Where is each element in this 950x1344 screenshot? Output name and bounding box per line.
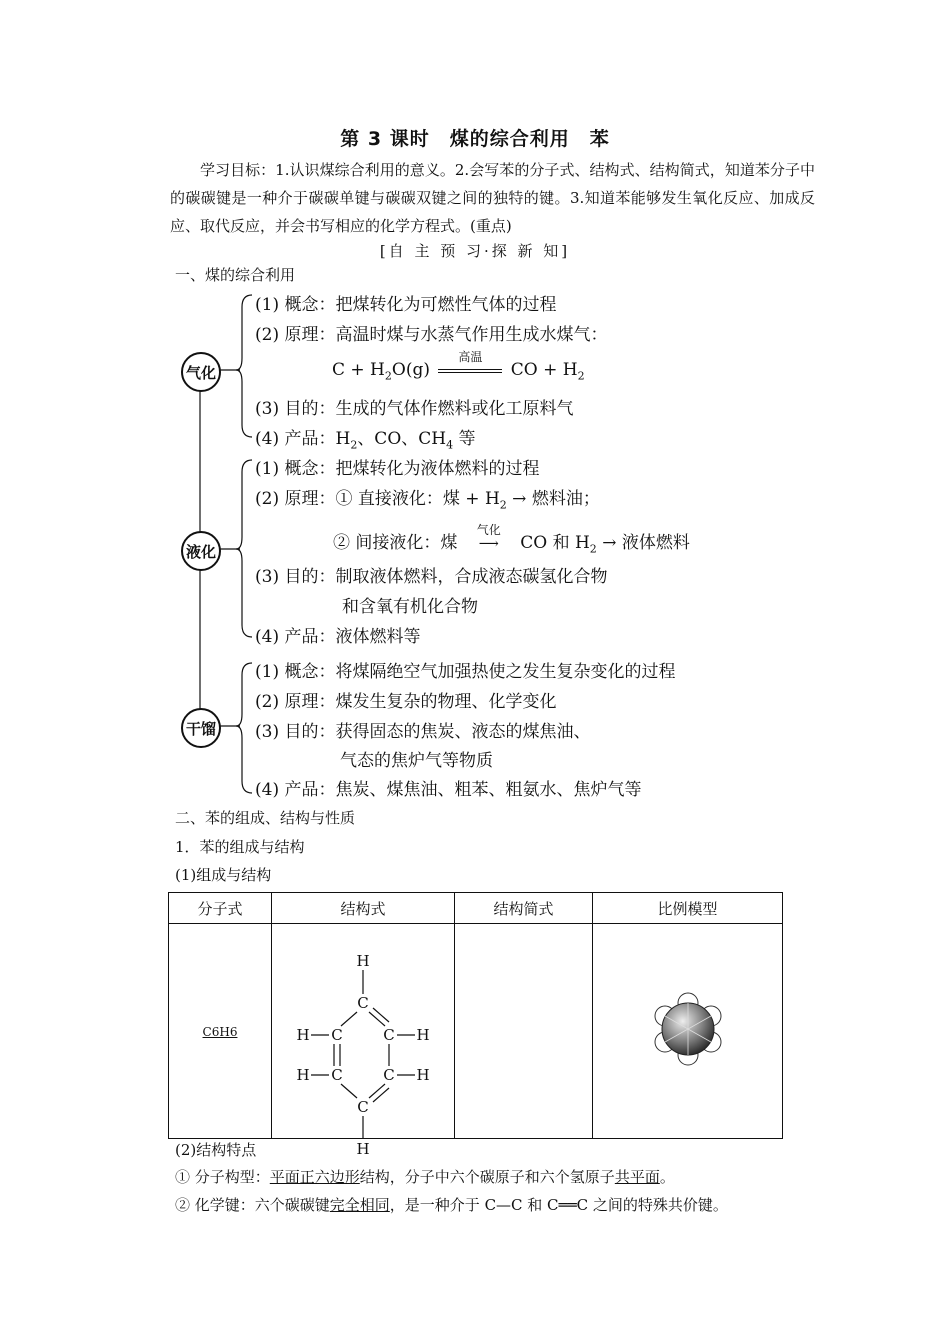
gasification-node: 气化 [181, 352, 221, 392]
gasification-purpose: (3) 目的：生成的气体作燃料或化工原料气 [255, 399, 574, 419]
molecular-formula: C6H6 [202, 1025, 238, 1039]
feature2-answer: 完全相同 [329, 1196, 390, 1214]
feature2-text: ，是一种介于 C—C 和 C══C 之间的特殊共价键。 [389, 1196, 728, 1214]
atom-h-right-bottom: H [416, 1066, 430, 1084]
indirect-condition: 气化 [476, 523, 501, 537]
feature1-text: 结构，分子中六个碳原子和六个氢原子 [359, 1168, 615, 1186]
indirect-liquefaction: ② 间接液化：煤 气化 ⟶ CO 和 $H_2$ → 液体燃料 [333, 523, 690, 556]
liquefaction-node: 液化 [181, 531, 221, 571]
part2-sub1b: (2)结构特点 [175, 1141, 257, 1159]
liquefaction-products: (4) 产品：液体燃料等 [255, 627, 421, 647]
section-banner: [自 主 预 习·探 新 知] [379, 242, 571, 260]
part2-heading: 二、苯的组成、结构与性质 [175, 809, 356, 827]
gasification-products: (4) 产品：$H_2$、CO、$CH_4$ 等 [255, 429, 476, 452]
gasification-equation: $C + H_2O(g)$ 高温 CO + $H_2$ [332, 350, 585, 383]
feature1-end: 。 [659, 1168, 675, 1186]
indirect-liquefaction-tail: → 液体燃料 [596, 533, 690, 553]
part2-sub1a: (1)组成与结构 [175, 866, 272, 884]
atom-c5: C [383, 1066, 395, 1084]
dry-distillation-node: 干馏 [181, 708, 221, 748]
atom-c1: C [357, 994, 369, 1012]
atom-h-top: H [356, 952, 370, 970]
liquefaction-purpose-1: (3) 目的：制取液体燃料，合成液态碳氢化合物 [255, 567, 608, 587]
atom-h-left-bottom: H [296, 1066, 310, 1084]
distillation-products: (4) 产品：焦炭、煤焦油、粗苯、粗氨水、焦炉气等 [255, 780, 642, 800]
liquefaction-principle: (2) 原理：① 直接液化：煤 + $H_2$ → 燃料油； [255, 489, 600, 512]
feature-chemical-bond [175, 1194, 728, 1215]
feature1-answer-2: 共平面 [614, 1168, 660, 1186]
structural-formula-cell [272, 924, 455, 1158]
liquefaction-principle-label: (2) 原理： [255, 489, 336, 509]
feature1-answer-1: 平面正六边形 [269, 1168, 360, 1186]
benzene-space-filling-model [648, 989, 728, 1069]
part2-sub1: 1．苯的组成与结构 [175, 838, 305, 856]
gasification-products-label: (4) 产品： [255, 429, 336, 449]
distillation-purpose-2: 气态的焦炉气等物质 [340, 751, 493, 771]
space-filling-model-cell [593, 924, 783, 1139]
atom-c6: C [383, 1026, 395, 1044]
distillation-principle: (2) 原理：煤发生复杂的物理、化学变化 [255, 692, 557, 712]
part1-heading: 一、煤的综合利用 [175, 266, 296, 284]
atom-h-bottom: H [356, 1140, 370, 1158]
molecular-formula-cell [169, 924, 272, 1139]
direct-liquefaction: ① 直接液化：煤 + H [335, 489, 500, 509]
learning-objectives: 学习目标：1.认识煤综合利用的意义。2.会写苯的分子式、结构式、结构简式，知道苯分子中的碳碳键是一种介于碳碳单键与碳碳双键之间的独特的键。3.知道苯能够发生氧化反应、加成反应、取代反应，并会书写相应的化学方程式。(重点) [170, 161, 815, 235]
feature1-label: ① 分子构型： [175, 1168, 270, 1186]
page-title: 第 3 课时 煤的综合利用 苯 [340, 128, 610, 150]
indirect-liquefaction-head: ② 间接液化：煤 [333, 533, 458, 553]
header-space-filling-model: 比例模型 [593, 893, 783, 924]
header-condensed-formula: 结构简式 [455, 893, 593, 924]
atom-c4: C [357, 1098, 369, 1116]
atom-h-right-top: H [416, 1026, 430, 1044]
benzene-structural-formula [273, 924, 453, 1158]
indirect-liquefaction-mid: CO 和 H [520, 533, 590, 553]
direct-liquefaction-tail: → 燃料油； [506, 489, 600, 509]
atom-h-left-top: H [296, 1026, 310, 1044]
atom-c3: C [331, 1066, 343, 1084]
gasification-concept: (1) 概念：把煤转化为可燃性气体的过程 [255, 295, 557, 315]
feature-molecular-shape [175, 1166, 675, 1187]
distillation-concept: (1) 概念：将煤隔绝空气加强热使之发生复杂变化的过程 [255, 662, 676, 682]
feature2-label: ② 化学键：六个碳碳键 [175, 1196, 330, 1214]
liquefaction-concept: (1) 概念：把煤转化为液体燃料的过程 [255, 459, 540, 479]
distillation-purpose-1: (3) 目的：获得固态的焦炭、液态的煤焦油、 [255, 722, 591, 742]
equation-condition: 高温 [458, 350, 483, 364]
liquefaction-purpose-2: 和含氧有机化合物 [342, 597, 478, 617]
atom-c2: C [331, 1026, 343, 1044]
header-molecular-formula: 分子式 [169, 893, 272, 924]
condensed-formula-cell [455, 924, 593, 1139]
header-structural-formula: 结构式 [272, 893, 455, 924]
gasification-principle: (2) 原理：高温时煤与水蒸气作用生成水煤气： [255, 325, 608, 345]
